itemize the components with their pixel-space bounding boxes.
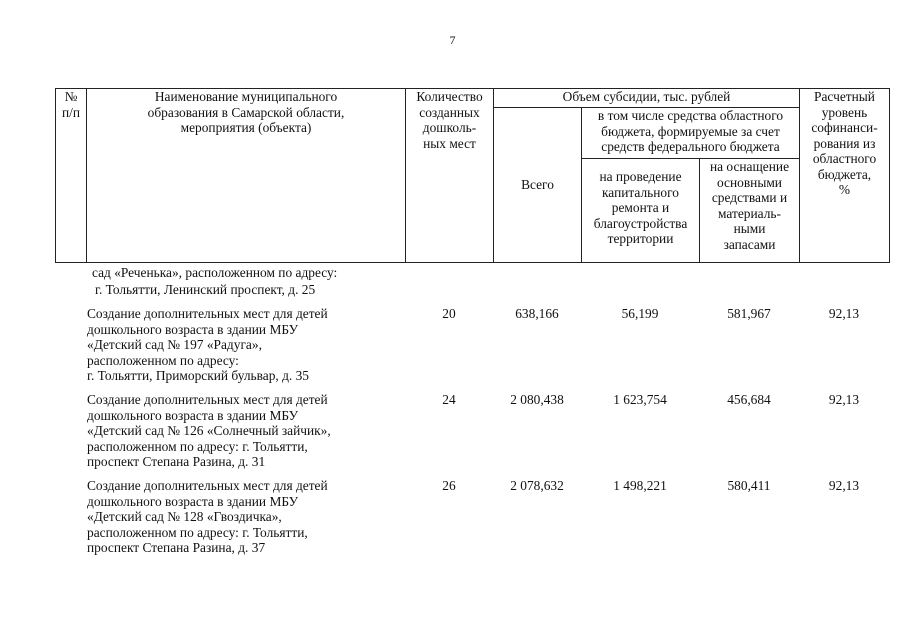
row-qty: 24 [442, 392, 456, 407]
row-name-line: дошкольного возраста в здании МБУ [87, 407, 299, 423]
header-name [87, 89, 406, 263]
row-equipment: 580,411 [727, 478, 771, 493]
header-equipment-line: средствами и [711, 190, 788, 205]
header-qty [406, 89, 494, 263]
row-rate: 92,13 [828, 478, 860, 493]
header-capital-line: благоустройства [593, 215, 688, 231]
row-name-line: расположенном по адресу: г. Тольятти, [87, 438, 308, 454]
header-rate-line: уровень [821, 104, 868, 120]
row-qty: 26 [442, 478, 456, 493]
row-name-line: «Детский сад № 197 «Радуга», [87, 337, 262, 352]
header-capital-line: ремонта и [611, 200, 670, 215]
header-capital-line: капитального [602, 184, 679, 200]
row-name-line: проспект Степана Разина, д. 37 [87, 540, 266, 555]
row-name [87, 306, 397, 384]
row-total: 2 080,438 [510, 392, 564, 407]
header-equipment-line: материаль- [718, 205, 781, 221]
row-name-line: «Детский сад № 128 «Гвоздичка», [87, 509, 282, 524]
row-name [87, 478, 397, 556]
row-name-line: «Детский сад № 126 «Солнечный зайчик», [87, 423, 331, 438]
header-rate-line: % [838, 182, 851, 197]
header-equipment-line: запасами [723, 236, 776, 252]
header-including-line: бюджета, формируемые за счет [601, 123, 780, 139]
header-subsidy: Объем субсидии, тыс. рублей [494, 89, 800, 108]
header-name-line: Наименование муниципального [154, 89, 338, 104]
header-rate-line: областного [812, 151, 877, 166]
row-capital: 56,199 [621, 306, 659, 321]
header-capital-line: на проведение [599, 169, 682, 184]
page-number: 7 [449, 33, 456, 47]
row-name-line: дошкольного возраста в здании МБУ [87, 321, 299, 337]
row-equipment: 456,684 [727, 392, 771, 407]
header-rate-line: софинанси- [811, 120, 878, 135]
header-num-line: п/п [61, 104, 81, 120]
header-name-line: образования в Самарской области, [147, 104, 345, 120]
header-including-line: средств федерального бюджета [601, 139, 780, 154]
header-rate-line: рования из [813, 135, 876, 151]
continuation-line: сад «Реченька», расположенном по адресу: [92, 265, 338, 280]
row-name-line: дошкольного возраста в здании МБУ [87, 493, 299, 509]
header-capital [582, 159, 700, 263]
header-equipment-line: ными [733, 221, 766, 236]
header-qty-line: дошколь- [422, 120, 477, 135]
row-total: 2 078,632 [510, 478, 564, 493]
row-rate: 92,13 [828, 392, 860, 407]
row-capital: 1 498,221 [613, 478, 667, 493]
header-equipment-line: основными [717, 174, 782, 190]
header-rate-line: Расчетный [814, 89, 875, 104]
row-name-line: Создание дополнительных мест для детей [87, 306, 328, 321]
row-rate: 92,13 [828, 306, 860, 321]
header-num-line: № [64, 89, 78, 104]
row-name [87, 392, 397, 470]
header-qty-line: Количество [416, 89, 483, 104]
row-name-line: расположенном по адресу: [87, 352, 239, 368]
header-including [582, 108, 800, 159]
header-total: Всего [494, 108, 582, 263]
header-rate [800, 89, 890, 263]
header-name-line: мероприятия (объекта) [180, 120, 312, 135]
row-name-line: Создание дополнительных мест для детей [87, 392, 328, 407]
row-capital: 1 623,754 [613, 392, 667, 407]
header-capital-line: территории [607, 231, 674, 246]
row-name-line: г. Тольятти, Приморский бульвар, д. 35 [87, 368, 309, 383]
header-equipment-line: на оснащение [709, 159, 790, 174]
row-name-line: расположенном по адресу: г. Тольятти, [87, 524, 308, 540]
header-num [56, 89, 87, 263]
header-rate-line: бюджета, [817, 166, 872, 182]
header-qty-line: ных мест [423, 135, 476, 151]
row-name-line: проспект Степана Разина, д. 31 [87, 454, 266, 469]
header-qty-line: созданных [419, 104, 480, 120]
header-including-line: в том числе средства областного [597, 108, 784, 123]
row-name-line: Создание дополнительных мест для детей [87, 478, 328, 493]
header-equipment [700, 159, 800, 263]
row-total: 638,166 [515, 306, 559, 321]
continuation-line: г. Тольятти, Ленинский проспект, д. 25 [95, 282, 316, 297]
row-qty: 20 [442, 306, 456, 321]
row-equipment: 581,967 [727, 306, 771, 321]
table-header [55, 88, 890, 263]
